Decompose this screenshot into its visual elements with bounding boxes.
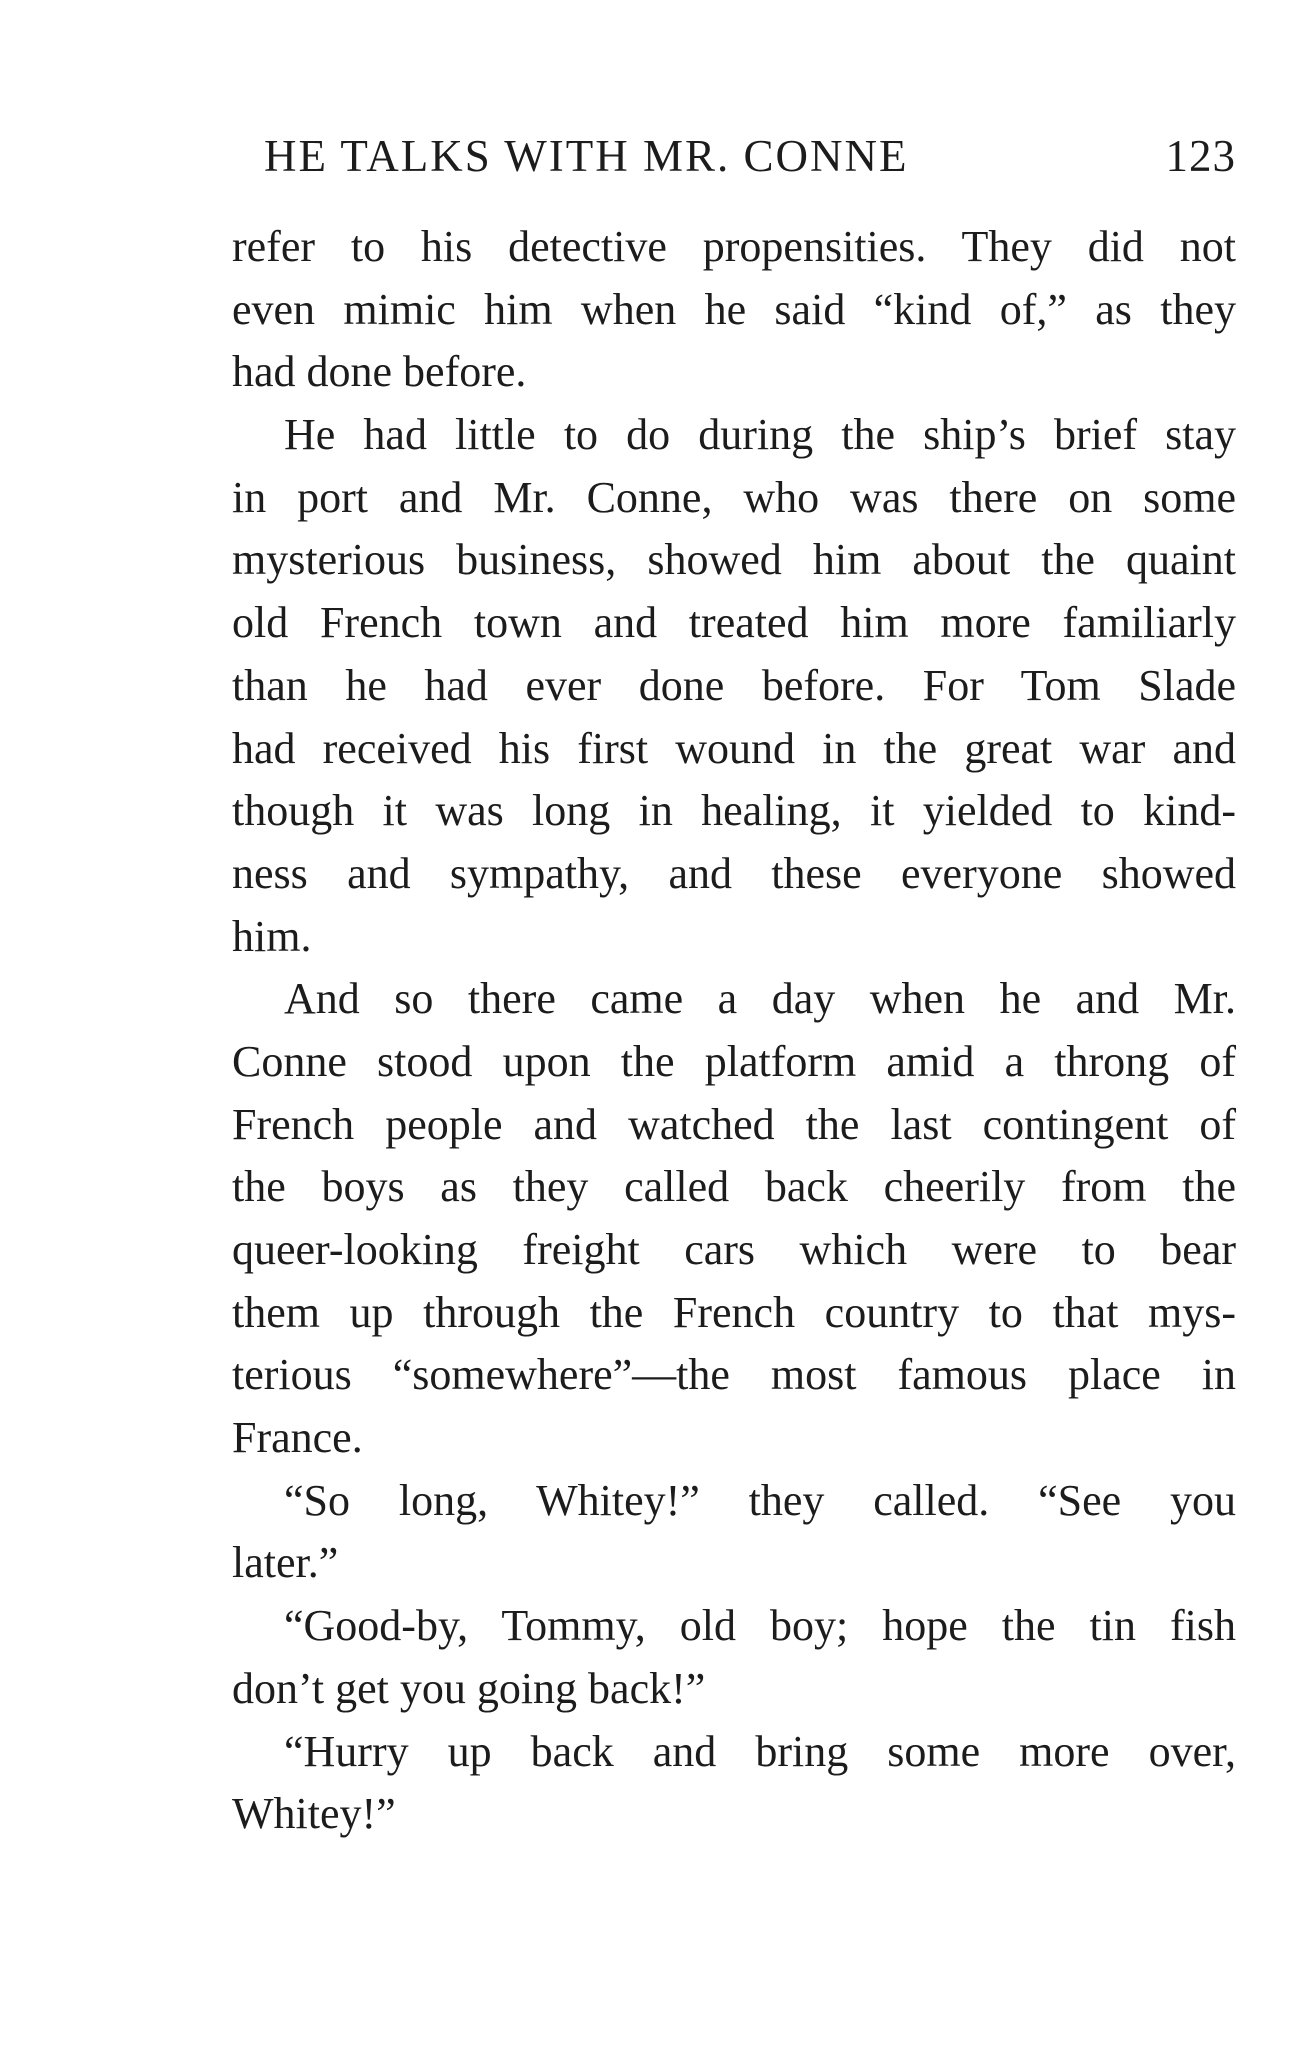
body-text: [232, 216, 1236, 1846]
text-line: He had little to do during the ship’s brief stay: [284, 410, 1236, 460]
text-line: French people and watched the last contingent of: [232, 1099, 1236, 1149]
text-line: ness and sympathy, and these everyone showed: [232, 848, 1236, 898]
text-line: “Good-by, Tommy, old boy; hope the tin fish: [284, 1601, 1236, 1651]
text-line: terious “somewhere”—the most famous place in: [232, 1350, 1236, 1400]
running-head: [264, 128, 1236, 184]
text-line: don’t get you going back!”: [232, 1663, 706, 1713]
text-line: refer to his detective propensities. They did not: [232, 222, 1236, 271]
text-line: “So long, Whitey!” they called. “See you: [284, 1475, 1236, 1525]
chapter-title: HE TALKS WITH MR. CONNE: [264, 131, 909, 181]
paragraph: [232, 404, 1236, 968]
text-line: him.: [232, 911, 312, 961]
text-line: France.: [232, 1413, 363, 1463]
text-line: in port and Mr. Conne, who was there on some: [232, 472, 1236, 522]
text-line: “Hurry up back and bring some more over,: [284, 1726, 1236, 1776]
paragraph: [232, 968, 1236, 1470]
text-line: Conne stood upon the platform amid a throng of: [232, 1036, 1236, 1086]
paragraph: [232, 1595, 1236, 1720]
text-line: queer-looking freight cars which were to bear: [232, 1225, 1236, 1274]
text-line: old French town and treated him more familiarly: [232, 598, 1236, 648]
text-line: Whitey!”: [232, 1789, 396, 1839]
text-line: mysterious business, showed him about the quaint: [232, 535, 1236, 585]
text-line: them up through the French country to that mys-: [232, 1287, 1236, 1337]
text-line: though it was long in healing, it yielded to kind-: [232, 786, 1236, 836]
page-number: 123: [1165, 131, 1236, 181]
text-line: the boys as they called back cheerily from the: [232, 1162, 1236, 1212]
paragraph: [232, 1721, 1236, 1846]
text-line: And so there came a day when he and Mr.: [284, 974, 1236, 1024]
text-line: even mimic him when he said “kind of,” as they: [232, 284, 1236, 334]
text-line: than he had ever done before. For Tom Slade: [232, 660, 1236, 710]
text-line: had received his first wound in the great war and: [232, 723, 1236, 773]
paragraph: [232, 1470, 1236, 1595]
text-line: later.”: [232, 1538, 339, 1588]
paragraph: [232, 216, 1236, 404]
text-line: had done before.: [232, 347, 527, 397]
